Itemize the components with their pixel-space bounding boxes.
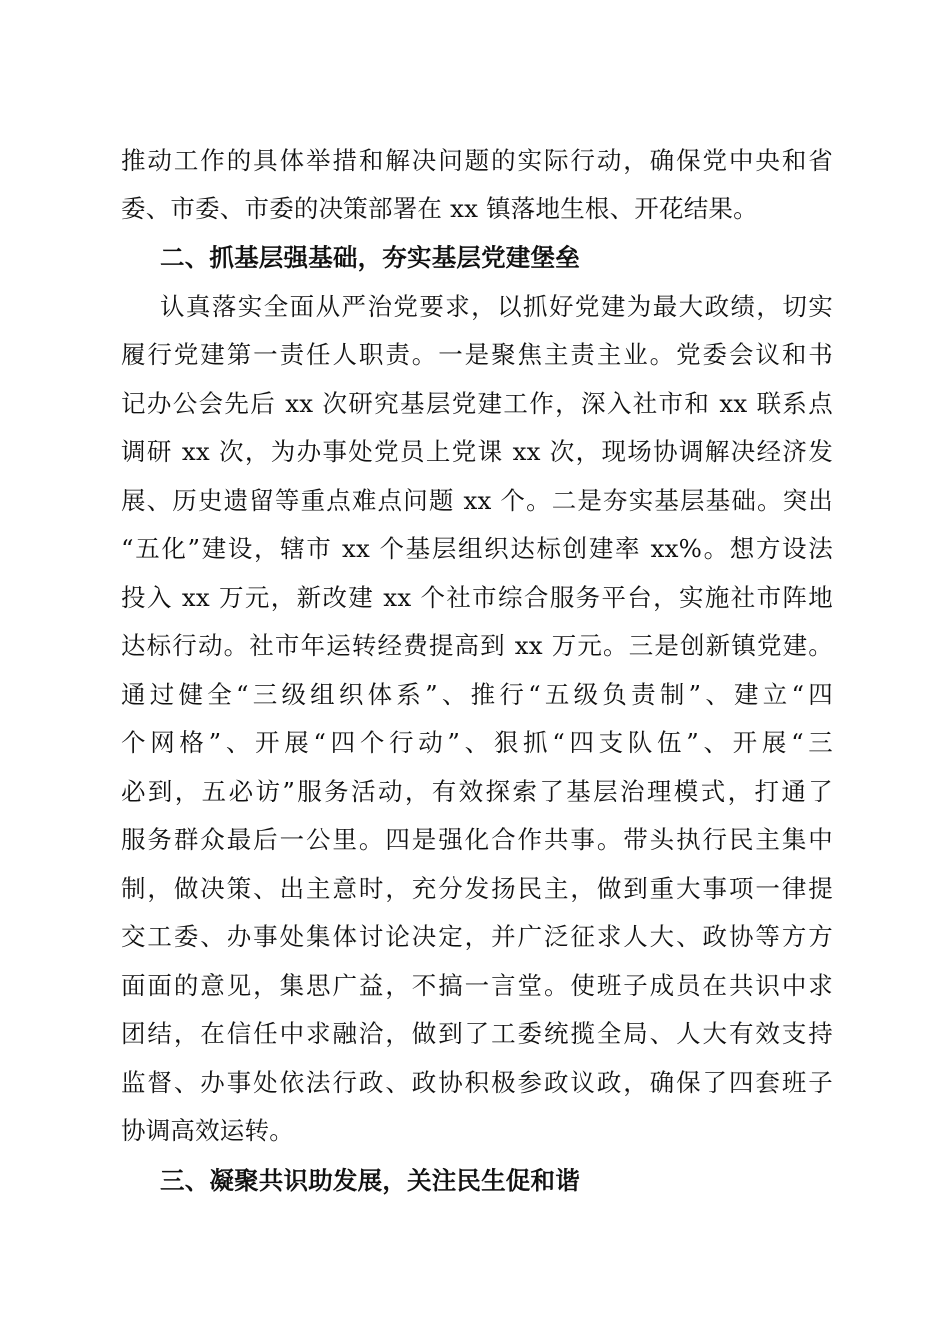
paragraph-line: 面面的意见，集思广益，不搞一言堂。使班子成员在共识中求 (121, 971, 833, 1000)
paragraph-line: 团结，在信任中求融洽，做到了工委统揽全局、人大有效支持 (121, 1019, 833, 1048)
paragraph-line: 达标行动。社市年运转经费提高到 xx 万元。三是创新镇党建。 (121, 631, 833, 660)
paragraph-line: 协调高效运转。 (121, 1116, 294, 1145)
paragraph-line: 调研 xx 次，为办事处党员上党课 xx 次，现场协调解决经济发 (121, 437, 833, 466)
paragraph-line: 推动工作的具体举措和解决问题的实际行动，确保党中央和省 (121, 146, 833, 175)
paragraph-line: 展、历史遗留等重点难点问题 xx 个。二是夯实基层基础。突出 (121, 486, 833, 515)
paragraph-line: 监督、办事处依法行政、政协积极参政议政，确保了四套班子 (121, 1068, 833, 1097)
paragraph-line: 个网格”、开展“四个行动”、狠抓“四支队伍”、开展“三 (121, 728, 833, 757)
paragraph-line: 记办公会先后 xx 次研究基层党建工作，深入社市和 xx 联系点 (121, 389, 833, 418)
paragraph-line: “五化”建设，辖市 xx 个基层组织达标创建率 xx%。想方设法 (121, 534, 833, 563)
section-heading-2: 二、抓基层强基础，夯实基层党建堡垒 (160, 243, 580, 272)
paragraph-line: 制，做决策、出主意时，充分发扬民主，做到重大事项一律提 (121, 874, 833, 903)
paragraph-line: 通过健全“三级组织体系”、推行“五级负责制”、建立“四 (121, 680, 833, 709)
paragraph-line: 投入 xx 万元，新改建 xx 个社市综合服务平台，实施社市阵地 (121, 583, 833, 612)
paragraph-line: 履行党建第一责任人职责。一是聚焦主责主业。党委会议和书 (121, 340, 833, 369)
paragraph-line: 认真落实全面从严治党要求，以抓好党建为最大政绩，切实 (160, 292, 833, 321)
paragraph-line: 委、市委、市委的决策部署在 xx 镇落地生根、开花结果。 (121, 194, 758, 223)
paragraph-line: 交工委、办事处集体讨论决定，并广泛征求人大、政协等方方 (121, 922, 833, 951)
section-heading-3: 三、凝聚共识助发展，关注民生促和谐 (160, 1166, 580, 1195)
paragraph-line: 必到，五必访”服务活动，有效探索了基层治理模式，打通了 (121, 777, 833, 806)
paragraph-line: 服务群众最后一公里。四是强化合作共事。带头执行民主集中 (121, 825, 833, 854)
